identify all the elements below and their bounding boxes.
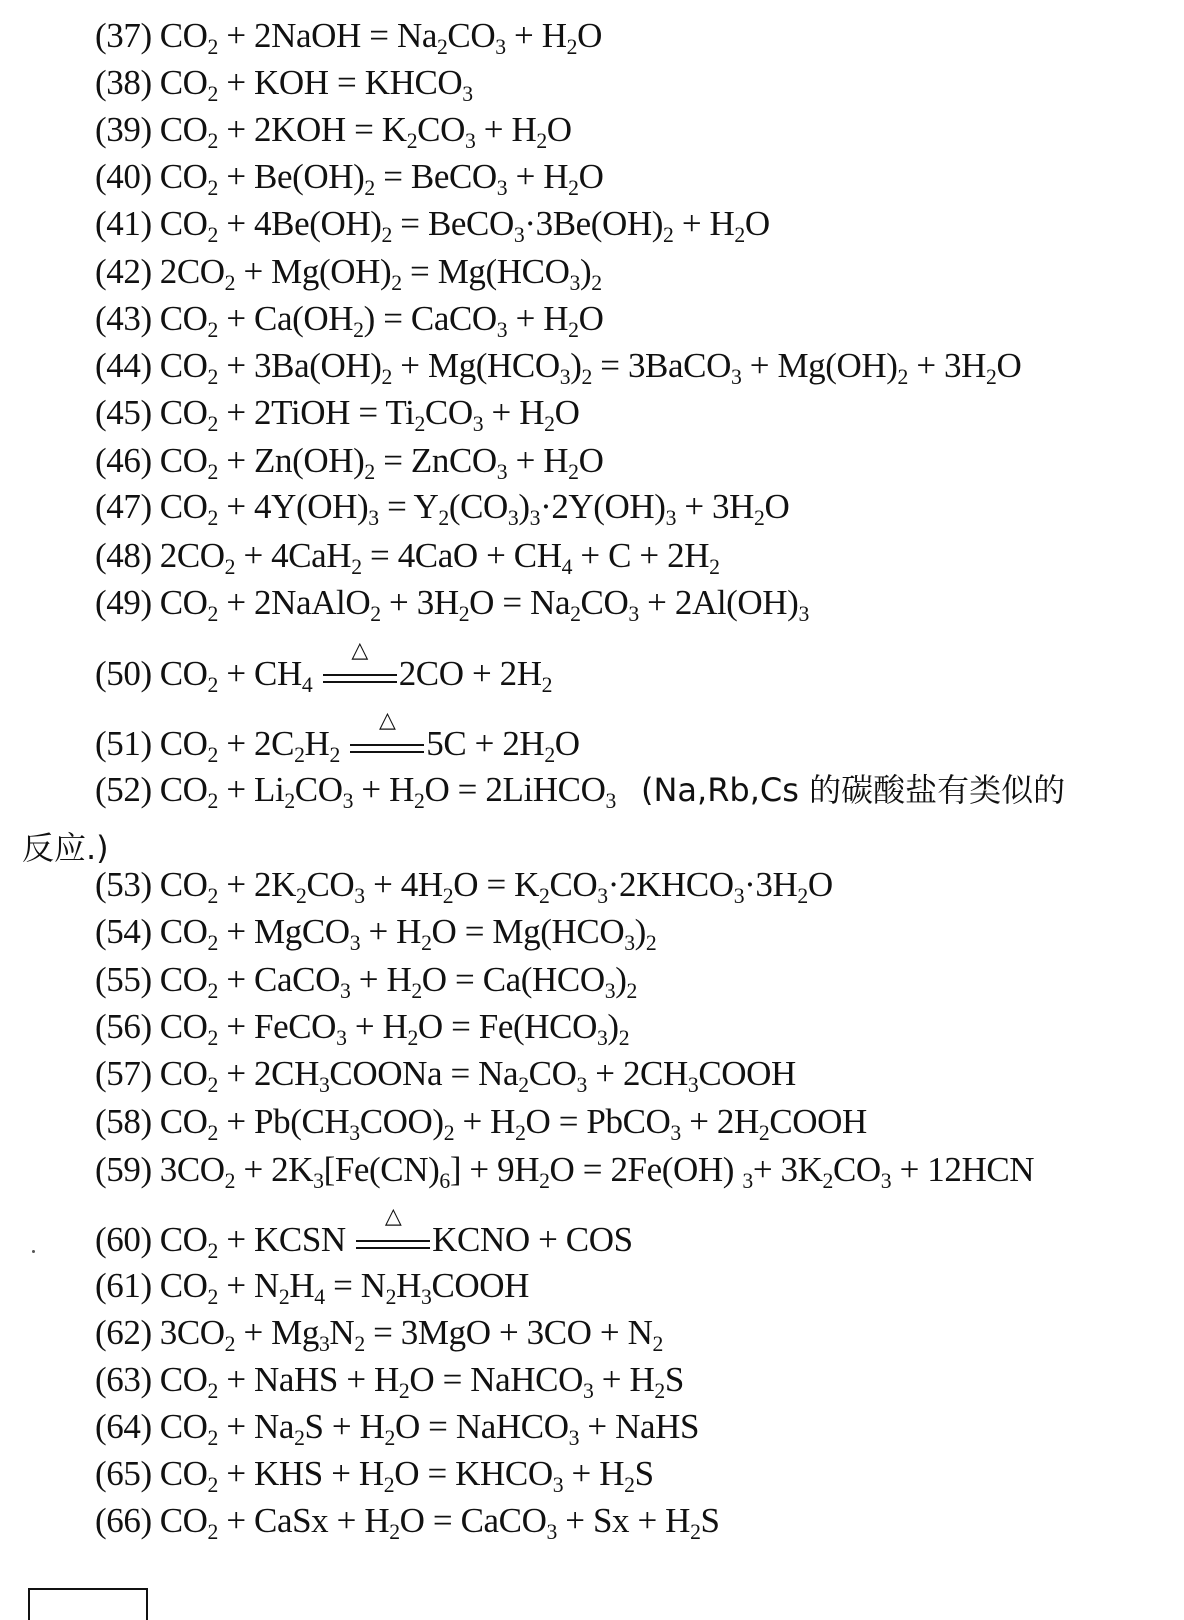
- equation-number: (64): [95, 1407, 152, 1446]
- equation-text: $3CO_2 + Mg_3N_2 = 3MgO + 3CO + N_2$: [159, 1313, 663, 1356]
- equation-row: [95, 1356, 1175, 1404]
- equation-row: [95, 1050, 1175, 1098]
- equation-text: $CO_2 + N_2H_4$ = $N_2H_3COOH$: [159, 1266, 530, 1309]
- equation-row: [95, 1146, 1175, 1194]
- equation-number: (49): [95, 583, 152, 622]
- equation-row: [95, 636, 1175, 698]
- equation-row: [95, 342, 1175, 390]
- equation-text: $CO_2 + Ca(OH_2)$ = CaCO$_3$ + $H_2O$: [159, 299, 604, 342]
- equation-row: [95, 579, 1175, 627]
- equation-row: [95, 153, 1175, 201]
- page-footer-box: [28, 1588, 148, 1620]
- equation-row: [95, 1262, 1175, 1310]
- scan-speck: [32, 1250, 35, 1253]
- equation-text: $CO_2$ + MgCO$_3$ + $H_2O = Mg(HCO_3)_2$: [159, 912, 657, 955]
- equation-text: $CO_2$ + 2TiOH = $Ti_2CO_3 + H_2O$: [159, 393, 580, 436]
- equation-row: [95, 59, 1175, 107]
- equation-number: (43): [95, 299, 152, 338]
- equation-row: [95, 483, 1175, 531]
- equation-text: $CO_2 + 4Y(OH)_3 = Y_2(CO_3)_3\cdot 2Y(OH)_3 + 3H_2O$: [159, 487, 790, 530]
- equation-row: [95, 861, 1175, 909]
- equation-row: [95, 389, 1175, 437]
- equation-number: (39): [95, 110, 152, 149]
- equation-number: (65): [95, 1454, 152, 1493]
- equation-row: [95, 106, 1175, 154]
- equation-number: (46): [95, 441, 152, 480]
- equation-text: $CO_2 + 2C_2H_2$ △ $5C + 2H_2O$: [159, 706, 580, 767]
- equation-text: $CO_2 + Pb(CH_3COO)_2 + H_2O$ = PbCO$_3$ + $2H_2COOH$: [159, 1102, 867, 1145]
- equation-row: [95, 12, 1175, 60]
- equation-number: (50): [95, 654, 152, 693]
- equation-text: $CO_2$ + KCSN △ KCNO + COS: [159, 1202, 633, 1263]
- equation-text: $CO_2$ + 2NaAlO$_2$ + $3H_2O = Na_2CO_3 + 2Al(OH)_3$: [159, 583, 809, 626]
- equation-text: $CO_2 + 3Ba(OH)_2 + Mg(HCO_3)_2$ = 3BaCO$_3$ + $Mg(OH)_2 + 3H_2O$: [159, 346, 1022, 389]
- equation-number: (44): [95, 346, 152, 385]
- equation-text: $CO_2$ + FeCO$_3$ + $H_2O = Fe(HCO_3)_2$: [159, 1007, 630, 1050]
- equation-row: [95, 1497, 1175, 1545]
- equation-row: [95, 1098, 1175, 1146]
- equation-number: (42): [95, 252, 152, 291]
- equation-number: (52): [95, 770, 152, 809]
- equation-row: [95, 532, 1175, 580]
- equation-number: (58): [95, 1102, 152, 1141]
- equation-number: (51): [95, 724, 152, 763]
- equation-number: (37): [95, 16, 152, 55]
- equation-number: (45): [95, 393, 152, 432]
- equation-number: (63): [95, 1360, 152, 1399]
- equation-row: [95, 766, 1175, 814]
- equation-number: (47): [95, 487, 152, 526]
- equation-text: $2CO_2 + 4CaH_2 = 4CaO + CH_4 + C + 2H_2$: [159, 536, 720, 579]
- heat-arrow-icon: △: [350, 733, 424, 761]
- equation-text: $CO_2$ + KHS + $H_2O$ = $KHCO_3 + H_2S$: [159, 1454, 654, 1497]
- equation-text: $CO_2 + 4Be(OH)_2$ = $BeCO_3\cdot 3Be(OH)_2 + H_2O$: [159, 204, 770, 247]
- equation-number: (38): [95, 63, 152, 102]
- equation-number: (40): [95, 157, 152, 196]
- equation-text: $CO_2 + Li_2CO_3 + H_2O$ = 2LiHCO$_3$ (Na,Rb,Cs 的碳酸盐有类似的: [159, 770, 1066, 813]
- equation-text: $CO_2 + 2K_2CO_3 + 4H_2O$ = $K_2CO_3\cdot 2KHCO_3\cdot 3H_2O$: [159, 865, 833, 908]
- equation-text: $CO_2$ + 2NaOH = $Na_2CO_3 + H_2O$: [159, 16, 602, 59]
- equation-row: [95, 706, 1175, 768]
- equation-text: $CO_2 + CH_4$ △ $2CO + 2H_2$: [159, 636, 553, 697]
- equation-number: (66): [95, 1501, 152, 1540]
- equation-row: [95, 956, 1175, 1004]
- equation-text: $CO_2$ + $2CH_3COONa = Na_2CO_3$ + $2CH_3COOH$: [159, 1054, 796, 1097]
- equation-number: (62): [95, 1313, 152, 1352]
- equation-row: [95, 1202, 1175, 1264]
- equation-row: [95, 437, 1175, 485]
- equation-row: [95, 1003, 1175, 1051]
- equation-row: [95, 1450, 1175, 1498]
- equation-text: $CO_2 + 2KOH = K_2CO_3 + H_2O$: [159, 110, 572, 153]
- equation-text: $CO_2 + Na_2S + H_2O$ = NaHCO$_3$ + NaHS: [159, 1407, 700, 1450]
- equation-number: (59): [95, 1150, 152, 1189]
- equation-number: (60): [95, 1220, 152, 1259]
- equation-row: [95, 200, 1175, 248]
- equation-text: $3CO_2 + 2K_3[Fe(CN)_6] + 9H_2O = 2Fe(OH)$ $_3+ 3K_2CO_3 + 12HCN$: [159, 1150, 1035, 1193]
- equation-number: (53): [95, 865, 152, 904]
- equation-text: $CO_2$ + CaCO$_3$ + $H_2O = Ca(HCO_3)_2$: [159, 960, 637, 1003]
- equation-row: [95, 908, 1175, 956]
- equation-row: [95, 248, 1175, 296]
- equation-text: $CO_2$ + NaHS + $H_2O$ = NaHCO$_3$ + $H_2S$: [159, 1360, 684, 1403]
- equation-number: (41): [95, 204, 152, 243]
- equation-text: $2CO_2 + Mg(OH)_2 = Mg(HCO_3)_2$: [159, 252, 602, 295]
- equation-row: [95, 1403, 1175, 1451]
- equation-text: $CO_2$ + CaSx + $H_2O$ = CaCO$_3$ + $Sx + H_2S$: [159, 1501, 720, 1544]
- equation-number: (55): [95, 960, 152, 999]
- equation-number: (57): [95, 1054, 152, 1093]
- equation-number: (61): [95, 1266, 152, 1305]
- equation-row: [95, 1309, 1175, 1357]
- equation-text: $CO_2$ + KOH = $KHCO_3$: [159, 63, 473, 106]
- equation-number: (56): [95, 1007, 152, 1046]
- heat-arrow-icon: △: [356, 1229, 430, 1257]
- equation-row: [95, 295, 1175, 343]
- note-continuation: 反应.): [22, 829, 109, 867]
- heat-arrow-icon: △: [323, 663, 397, 691]
- equation-text: $CO_2 + Be(OH)_2$ = BeCO$_3$ + $H_2O$: [159, 157, 604, 200]
- equation-number: (54): [95, 912, 152, 951]
- equation-text: $CO_2 + Zn(OH)_2$ = ZnCO$_3$ + $H_2O$: [159, 441, 604, 484]
- equation-number: (48): [95, 536, 152, 575]
